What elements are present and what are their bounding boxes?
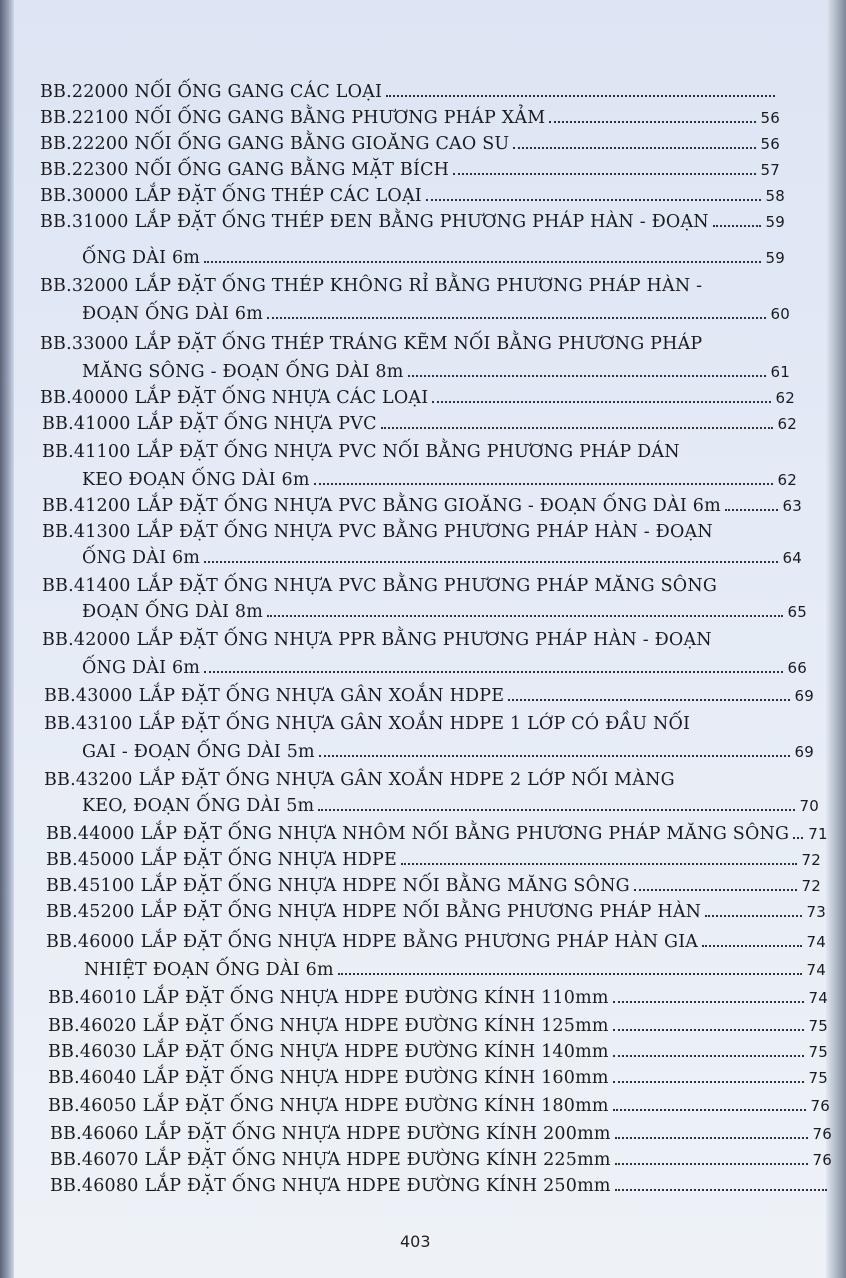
- dot-leader: [432, 401, 770, 403]
- dot-leader: [267, 317, 765, 319]
- toc-entry: [48, 1042, 828, 1062]
- toc-entry-continuation: [82, 304, 790, 324]
- dot-leader: [713, 225, 761, 227]
- dot-leader: [314, 483, 773, 485]
- entry-code: BB.41000: [42, 414, 131, 434]
- entry-page-number: 74: [806, 933, 826, 951]
- entry-title: NỐI ỐNG GANG BẰNG GIOĂNG CAO SU: [134, 134, 510, 154]
- toc-entry: [44, 686, 814, 706]
- entry-page-number: 76: [812, 1151, 832, 1169]
- entry-page-number: 75: [808, 1069, 828, 1087]
- entry-title: LẮP ĐẶT ỐNG NHỰA PVC BẰNG GIOĂNG - ĐOẠN ỐNG DÀI 6m: [136, 496, 721, 516]
- toc-entry: [42, 496, 802, 516]
- entry-code: BB.43100: [44, 714, 133, 734]
- entry-code: BB.40000: [40, 388, 129, 408]
- entry-page-number: 76: [810, 1097, 830, 1115]
- entry-title-continued: ỐNG DÀI 6m: [82, 658, 201, 678]
- entry-title: NỐI ỐNG GANG BẰNG MẶT BÍCH: [134, 160, 450, 180]
- toc-entry: [40, 134, 780, 154]
- dot-leader: [204, 671, 782, 673]
- entry-title: LẮP ĐẶT ỐNG THÉP CÁC LOẠI: [134, 186, 422, 206]
- entry-page-number: 75: [808, 1017, 828, 1035]
- entry-code: BB.46080: [50, 1176, 139, 1196]
- toc-entry: [40, 212, 785, 232]
- dot-leader: [793, 837, 803, 839]
- toc-entry: [40, 276, 790, 296]
- entry-title: LẮP ĐẶT ỐNG NHỰA HDPE ĐƯỜNG KÍNH 250mm: [144, 1176, 611, 1196]
- entry-code: BB.46020: [48, 1016, 137, 1036]
- dot-leader: [613, 1109, 806, 1111]
- entry-title: LẮP ĐẶT ỐNG NHỰA NHÔM NỐI BẰNG PHƯƠNG PHÁP MĂNG SÔNG: [140, 824, 790, 844]
- entry-title: LẮP ĐẶT ỐNG NHỰA PVC: [136, 414, 377, 434]
- dot-leader: [204, 561, 777, 563]
- toc-entry: [40, 334, 790, 354]
- entry-page-number: 74: [808, 989, 828, 1007]
- toc-entry: [46, 824, 828, 844]
- dot-leader: [702, 945, 801, 947]
- dot-leader: [613, 1001, 804, 1003]
- toc-entry: [48, 988, 828, 1008]
- toc-entry: [46, 850, 821, 870]
- entry-code: BB.22200: [40, 134, 129, 154]
- toc-entry: [42, 414, 797, 434]
- entry-code: BB.44000: [46, 824, 135, 844]
- dot-leader: [513, 147, 755, 149]
- dot-leader: [381, 427, 773, 429]
- toc-entry: [40, 388, 795, 408]
- toc-entry: [48, 1096, 830, 1116]
- entry-page-number: 59: [765, 249, 785, 267]
- entry-title: LẮP ĐẶT ỐNG NHỰA PVC BẰNG PHƯƠNG PHÁP MĂNG SÔNG: [136, 576, 718, 596]
- entry-title: NỐI ỐNG GANG CÁC LOẠI: [134, 82, 383, 102]
- entry-title: LẮP ĐẶT ỐNG NHỰA GÂN XOẮN HDPE: [138, 686, 505, 706]
- toc-entry-continuation: [82, 658, 807, 678]
- entry-title: LẮP ĐẶT ỐNG NHỰA HDPE ĐƯỜNG KÍNH 160mm: [142, 1068, 609, 1088]
- entry-page-number: 61: [770, 363, 790, 381]
- entry-title: LẮP ĐẶT ỐNG NHỰA HDPE ĐƯỜNG KÍNH 110mm: [142, 988, 609, 1008]
- entry-title: LẮP ĐẶT ỐNG THÉP KHÔNG RỈ BẰNG PHƯƠNG PHÁP HÀN -: [134, 276, 703, 296]
- dot-leader: [613, 1055, 804, 1057]
- toc-entry: [46, 876, 821, 896]
- entry-page-number: 72: [801, 877, 821, 895]
- dot-leader: [319, 755, 790, 757]
- entry-title-continued: NHIỆT ĐOẠN ỐNG DÀI 6m: [84, 960, 334, 980]
- toc-entry-continuation: [82, 470, 797, 490]
- entry-code: BB.45100: [46, 876, 135, 896]
- dot-leader: [725, 509, 778, 511]
- entry-code: BB.41200: [42, 496, 131, 516]
- entry-title-continued: MĂNG SÔNG - ĐOẠN ỐNG DÀI 8m: [82, 362, 404, 382]
- entry-title: LẮP ĐẶT ỐNG NHỰA PVC NỐI BẰNG PHƯƠNG PHÁP DÁN: [136, 442, 680, 462]
- entry-title: LẮP ĐẶT ỐNG NHỰA PPR BẰNG PHƯƠNG PHÁP HÀN - ĐOẠN: [136, 630, 712, 650]
- entry-code: BB.32000: [40, 276, 129, 296]
- page-number: 403: [400, 1232, 431, 1251]
- dot-leader: [613, 1029, 804, 1031]
- entry-page-number: 65: [787, 603, 807, 621]
- entry-code: BB.43000: [44, 686, 133, 706]
- dot-leader: [615, 1137, 808, 1139]
- entry-title: LẮP ĐẶT ỐNG NHỰA HDPE ĐƯỜNG KÍNH 125mm: [142, 1016, 609, 1036]
- dot-leader: [615, 1163, 808, 1165]
- dot-leader: [267, 615, 782, 617]
- entry-page-number: 62: [775, 389, 795, 407]
- entry-page-number: 72: [801, 851, 821, 869]
- toc-entry-continuation: [82, 362, 790, 382]
- entry-page-number: 75: [808, 1043, 828, 1061]
- toc-entry-continuation: [82, 602, 807, 622]
- entry-code: BB.22300: [40, 160, 129, 180]
- toc-entry: [48, 1016, 828, 1036]
- entry-title: LẮP ĐẶT ỐNG THÉP ĐEN BẰNG PHƯƠNG PHÁP HÀN - ĐOẠN: [134, 212, 709, 232]
- dot-leader: [204, 261, 760, 263]
- entry-title: LẮP ĐẶT ỐNG NHỰA GÂN XOẮN HDPE 2 LỚP NỐI MÀNG: [138, 770, 675, 790]
- entry-code: BB.46030: [48, 1042, 137, 1062]
- toc-entry: [40, 108, 780, 128]
- toc-entry: [50, 1176, 832, 1196]
- dot-leader: [318, 809, 794, 811]
- entry-page-number: 69: [794, 687, 814, 705]
- entry-code: BB.41100: [42, 442, 131, 462]
- entry-title: LẮP ĐẶT ỐNG NHỰA HDPE ĐƯỜNG KÍNH 140mm: [142, 1042, 609, 1062]
- entry-code: BB.43200: [44, 770, 133, 790]
- entry-title-continued: ĐOẠN ỐNG DÀI 8m: [82, 602, 264, 622]
- entry-page-number: 59: [765, 213, 785, 231]
- entry-code: BB.46040: [48, 1068, 137, 1088]
- entry-page-number: 56: [760, 135, 780, 153]
- entry-code: BB.31000: [40, 212, 129, 232]
- toc-entry-continuation: [82, 548, 802, 568]
- entry-code: BB.46000: [46, 932, 135, 952]
- entry-title: LẮP ĐẶT ỐNG NHỰA HDPE ĐƯỜNG KÍNH 200mm: [144, 1124, 611, 1144]
- entry-page-number: 64: [782, 549, 802, 567]
- toc-entry: [42, 522, 802, 542]
- dot-leader: [453, 173, 755, 175]
- entry-code: BB.30000: [40, 186, 129, 206]
- dot-leader: [408, 375, 766, 377]
- toc-entry: [40, 82, 780, 102]
- toc-entry: [50, 1124, 832, 1144]
- toc-entry: [50, 1150, 832, 1170]
- entry-title-continued: ỐNG DÀI 6m: [82, 548, 201, 568]
- entry-page-number: 58: [765, 187, 785, 205]
- toc-entry: [46, 902, 826, 922]
- toc-entry: [48, 1068, 828, 1088]
- entry-code: BB.46070: [50, 1150, 139, 1170]
- toc-entry: [44, 714, 814, 734]
- dot-leader: [634, 889, 797, 891]
- toc-entry: [42, 576, 807, 596]
- dot-leader: [426, 199, 761, 201]
- dot-leader: [508, 699, 789, 701]
- toc-entry-continuation: [82, 742, 814, 762]
- entry-page-number: 73: [806, 903, 826, 921]
- entry-code: BB.33000: [40, 334, 129, 354]
- entry-code: BB.42000: [42, 630, 131, 650]
- entry-page-number: 62: [777, 415, 797, 433]
- entry-title: LẮP ĐẶT ỐNG NHỰA HDPE ĐƯỜNG KÍNH 225mm: [144, 1150, 611, 1170]
- entry-title-continued: ĐOẠN ỐNG DÀI 6m: [82, 304, 264, 324]
- toc-entry-continuation: [82, 248, 785, 268]
- entry-title: LẮP ĐẶT ỐNG NHỰA PVC BẰNG PHƯƠNG PHÁP HÀN - ĐOẠN: [136, 522, 713, 542]
- entry-title-continued: ỐNG DÀI 6m: [82, 248, 201, 268]
- entry-title: LẮP ĐẶT ỐNG NHỰA HDPE BẰNG PHƯƠNG PHÁP HÀN GIA: [140, 932, 699, 952]
- entry-code: BB.41400: [42, 576, 131, 596]
- dot-leader: [338, 973, 802, 975]
- dot-leader: [613, 1081, 804, 1083]
- entry-title: NỐI ỐNG GANG BẰNG PHƯƠNG PHÁP XẢM: [134, 108, 546, 128]
- entry-title: LẮP ĐẶT ỐNG NHỰA HDPE: [140, 850, 397, 870]
- toc-entry: [42, 630, 807, 650]
- entry-title-continued: GAI - ĐOẠN ỐNG DÀI 5m: [82, 742, 315, 762]
- entry-page-number: 63: [782, 497, 802, 515]
- entry-title: LẮP ĐẶT ỐNG NHỰA HDPE ĐƯỜNG KÍNH 180mm: [142, 1096, 609, 1116]
- toc-entry-continuation: [84, 960, 826, 980]
- entry-title: LẮP ĐẶT ỐNG THÉP TRÁNG KẼM NỐI BẰNG PHƯƠNG PHÁP: [134, 334, 703, 354]
- entry-title-continued: KEO, ĐOẠN ỐNG DÀI 5m: [82, 796, 315, 816]
- entry-title: LẮP ĐẶT ỐNG NHỰA HDPE NỐI BẰNG MĂNG SÔNG: [140, 876, 630, 896]
- entry-page-number: 62: [777, 471, 797, 489]
- dot-leader: [401, 863, 797, 865]
- entry-page-number: 60: [770, 305, 790, 323]
- entry-code: BB.46050: [48, 1096, 137, 1116]
- entry-title: LẮP ĐẶT ỐNG NHỰA CÁC LOẠI: [134, 388, 429, 408]
- toc-entry: [46, 932, 826, 952]
- entry-page-number: 74: [806, 961, 826, 979]
- dot-leader: [549, 121, 755, 123]
- dot-leader: [615, 1189, 827, 1191]
- entry-title: LẮP ĐẶT ỐNG NHỰA GÂN XOẮN HDPE 1 LỚP CÓ ĐẦU NỐI: [138, 714, 691, 734]
- entry-page-number: 69: [794, 743, 814, 761]
- toc-entry: [40, 186, 785, 206]
- entry-code: BB.22100: [40, 108, 129, 128]
- entry-page-number: 70: [799, 797, 819, 815]
- entry-page-number: 66: [787, 659, 807, 677]
- toc-entry: [40, 160, 780, 180]
- entry-title-continued: KEO ĐOẠN ỐNG DÀI 6m: [82, 470, 310, 490]
- dot-leader: [705, 915, 801, 917]
- entry-page-number: 76: [812, 1125, 832, 1143]
- toc-entry-continuation: [82, 796, 819, 816]
- entry-code: BB.46060: [50, 1124, 139, 1144]
- dot-leader: [386, 95, 775, 97]
- entry-code: BB.41300: [42, 522, 131, 542]
- entry-page-number: 57: [760, 161, 780, 179]
- toc-entry: [44, 770, 819, 790]
- entry-title: LẮP ĐẶT ỐNG NHỰA HDPE NỐI BẰNG PHƯƠNG PHÁP HÀN: [140, 902, 702, 922]
- entry-page-number: 56: [760, 109, 780, 127]
- entry-code: BB.45000: [46, 850, 135, 870]
- toc-entry: [42, 442, 797, 462]
- entry-code: BB.45200: [46, 902, 135, 922]
- entry-page-number: 71: [808, 825, 828, 843]
- entry-code: BB.22000: [40, 82, 129, 102]
- entry-code: BB.46010: [48, 988, 137, 1008]
